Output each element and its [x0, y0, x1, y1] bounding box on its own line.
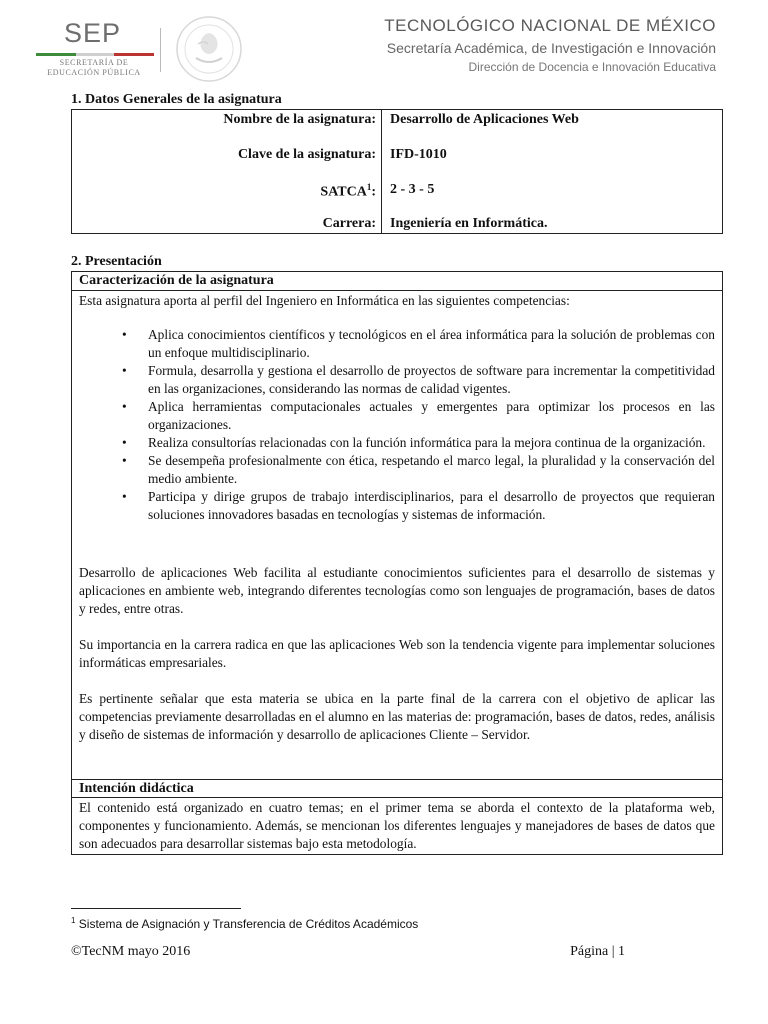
- institution-subtitle: Secretaría Académica, de Investigación e Innovación: [386, 40, 716, 56]
- sep-logo: [34, 18, 154, 78]
- page-header: [0, 0, 768, 90]
- competencia-text: Aplica herramientas computacionales actuales y emergentes para optimizar los procesos en las organizaciones.: [148, 399, 715, 432]
- competencia-text: Formula, desarrolla y gestiona el desarrollo de proyectos de software para incrementar la competitividad en las organizaciones, considerando las normas de calidad vigentes.: [148, 363, 715, 396]
- list-item: [122, 398, 715, 434]
- paragraph-desarrollo: Desarrollo de aplicaciones Web facilita al estudiante conocimientos suficientes para el desarrollo de sistemas y aplicaciones en ambiente web, integrando diferentes tecnologías como son lenguajes de programación, bases de datos y redes, entre otras.: [79, 565, 715, 616]
- footnote: [71, 916, 418, 931]
- header-divider: [160, 28, 161, 72]
- list-item: [122, 452, 715, 488]
- competencia-text: Participa y dirige grupos de trabajo interdisciplinarios, para el desarrollo de proyectos que requieran soluciones innovadores basadas en tecnologías y sistemas de información.: [148, 489, 715, 522]
- intencion-heading: Intención didáctica: [79, 781, 194, 796]
- general-data-table: [71, 109, 723, 234]
- institution-department: Dirección de Docencia e Innovación Educativa: [468, 60, 716, 74]
- label-carrera: Carrera:: [322, 216, 376, 231]
- copyright: ©TecNM mayo 2016: [71, 944, 191, 959]
- intencion-text: El contenido está organizado en cuatro temas; en el primer tema se aborda el contexto de la plataforma web, componentes y funcionamiento. Además, se mencionan los diferentes lenguajes y manejadores de bases de datos que son adecuados para desarrollar sistemas bajo esta metodología.: [79, 800, 715, 851]
- label-satca-text: SATCA: [320, 184, 367, 200]
- section1-title: 1. Datos Generales de la asignatura: [71, 92, 282, 107]
- satca-footnote-mark: 1: [366, 182, 372, 192]
- sep-subtitle-line1: SECRETARÍA DE: [59, 58, 129, 67]
- bullet: •: [122, 453, 127, 468]
- label-satca-colon: :: [371, 184, 376, 200]
- footnote-text: Sistema de Asignación y Transferencia de Créditos Académicos: [75, 917, 419, 931]
- mexico-seal-icon: [174, 14, 244, 84]
- presentation-table: [71, 271, 723, 855]
- institution-title: TECNOLÓGICO NACIONAL DE MÉXICO: [384, 16, 716, 35]
- footnote-mark: 1: [71, 916, 76, 925]
- bullet: •: [122, 399, 127, 414]
- footnote-rule: [71, 908, 241, 909]
- list-item: [122, 434, 715, 452]
- value-nombre: Desarrollo de Aplicaciones Web: [390, 112, 579, 127]
- sep-tricolor-rule: [36, 53, 154, 56]
- competencia-text: Se desempeña profesionalmente con ética, respetando el marco legal, la pluralidad y la conservación del medio ambiente.: [148, 453, 715, 486]
- bullet: •: [122, 363, 127, 378]
- competencia-text: Realiza consultorías relacionadas con la función informática para la mejora continua de la organización.: [148, 435, 706, 450]
- page-number: Página | 1: [570, 944, 625, 959]
- label-clave: Clave de la asignatura:: [237, 147, 376, 162]
- list-item: [122, 488, 715, 524]
- caracterizacion-heading: Caracterización de la asignatura: [79, 273, 274, 288]
- paragraph-pertinente: Es pertinente señalar que esta materia se ubica en la parte final de la carrera con el objetivo de aplicar las competencias previamente desarrolladas en el alumno en las materias de: programación, bases de datos, redes, análisis y diseño de sistemas de información y desarrollo de aplicaciones Cliente – Servidor.: [79, 691, 715, 742]
- list-item: [122, 362, 715, 398]
- value-clave: IFD-1010: [390, 147, 447, 162]
- label-satca: [320, 182, 376, 201]
- section2-title: 2. Presentación: [71, 254, 162, 269]
- bullet: •: [122, 489, 127, 504]
- sep-wordmark: SEP: [64, 18, 122, 48]
- competencia-text: Aplica conocimientos científicos y tecnológicos en el área informática para la solución de problemas con un enfoque multidisciplinario.: [148, 327, 715, 360]
- competencias-list: [72, 326, 715, 524]
- paragraph-importancia: Su importancia en la carrera radica en que las aplicaciones Web son la tendencia vigente para implementar soluciones informáticas empresariales.: [79, 637, 715, 670]
- value-carrera: Ingeniería en Informática.: [390, 216, 548, 231]
- bullet: •: [122, 435, 127, 450]
- caracterizacion-intro: Esta asignatura aporta al perfil del Ingeniero en Informática en las siguientes competencias:: [79, 293, 570, 308]
- sep-subtitle: [34, 58, 154, 78]
- label-nombre: Nombre de la asignatura:: [223, 112, 376, 127]
- list-item: [122, 326, 715, 362]
- bullet: •: [122, 327, 127, 342]
- sep-subtitle-line2: EDUCACIÓN PÚBLICA: [47, 68, 141, 77]
- value-satca: 2 - 3 - 5: [390, 182, 435, 197]
